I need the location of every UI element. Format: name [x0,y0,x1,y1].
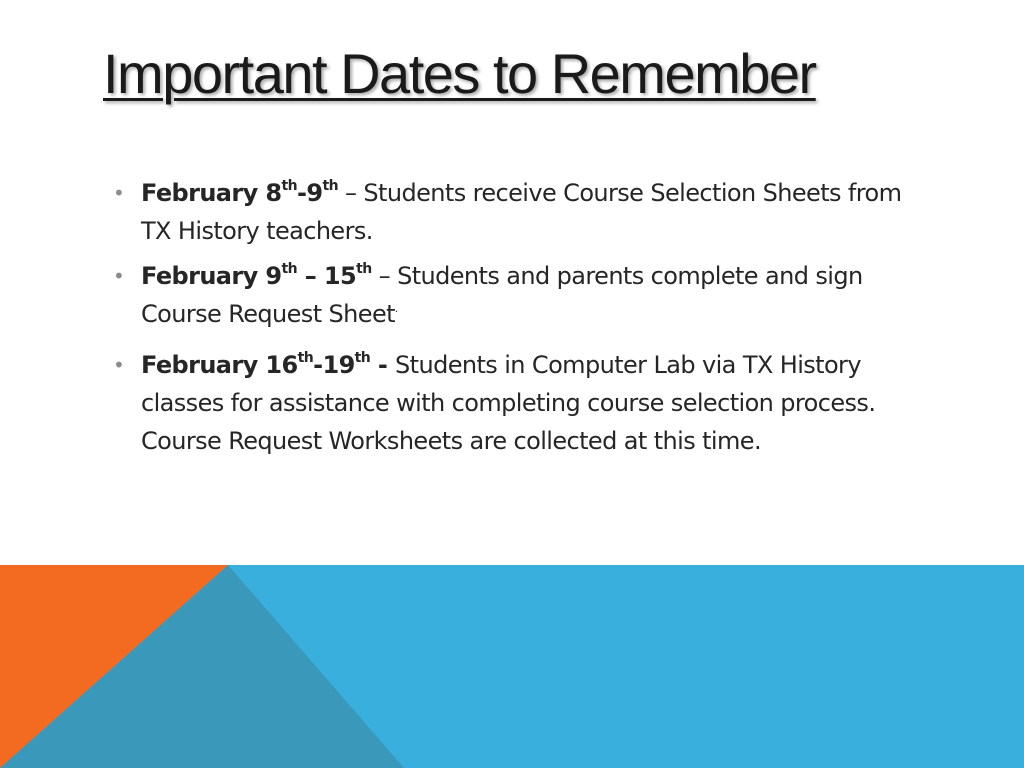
bullet-text: Students and parents complete and sign Course Request Sheet [141,262,863,328]
bullet-separator: – [371,262,398,290]
bullet-separator: – [337,179,364,207]
bullet-list [113,174,923,467]
bullet-date: February 9th – 15th [141,261,372,290]
bullet-dot-icon: • [113,264,125,288]
bullet-text: Students in Computer Lab via TX History classes for assistance with completing course selection process. Course Request Worksheets are collected at this time. [141,351,876,455]
bullet-dot-icon: • [113,353,125,377]
bullet-dot-icon: • [113,181,125,205]
bullet-date: February 8th-9th [141,178,338,207]
bullet-item-3 [113,346,923,460]
bullet-text: Students receive Course Selection Sheets from TX History teachers. [141,179,902,245]
bullet-item-1 [113,174,923,250]
bullet-item-2 [113,257,923,339]
slide-title: Important Dates to Remember [103,42,816,105]
bullet-date: February 16th-19th - [141,350,396,379]
bullet-trailing: . [394,304,398,315]
decorative-footer [0,565,1024,768]
